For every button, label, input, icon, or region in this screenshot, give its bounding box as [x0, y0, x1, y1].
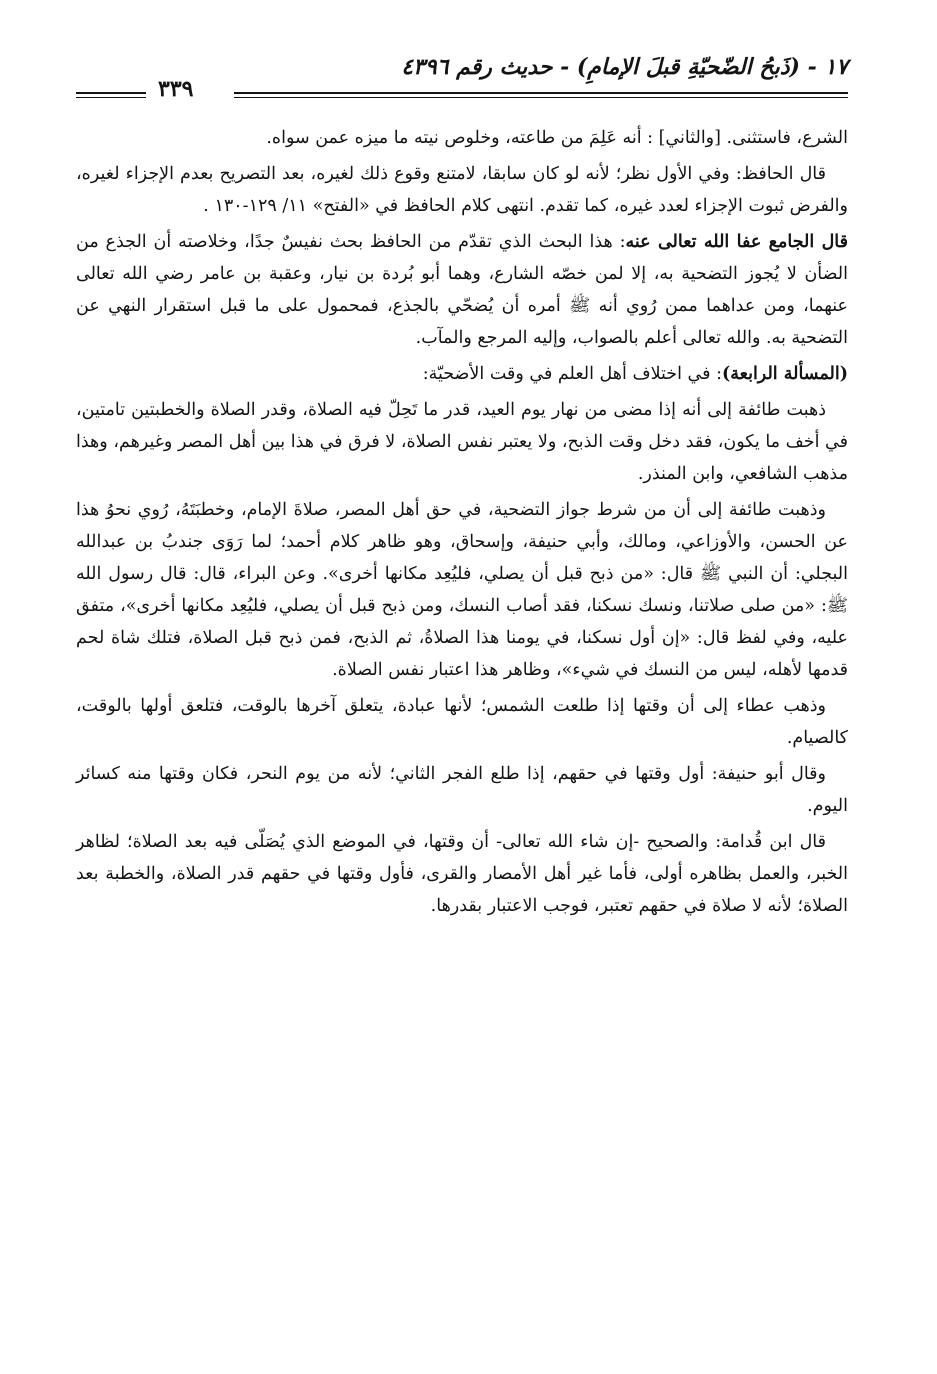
paragraph-1-text: الشرع، فاستثنى. [والثاني] : أنه عَلِمَ من طاعته، وخلوص نيته ما ميزه عمن سواه.	[266, 128, 848, 148]
paragraph-3-lead: قال الجامع عفا الله تعالى عنه	[625, 232, 848, 252]
page-header	[76, 48, 848, 108]
paragraph-4	[76, 358, 848, 390]
paragraph-1	[76, 122, 848, 154]
header-rule	[234, 92, 848, 98]
paragraph-2	[76, 158, 848, 222]
paragraph-6-text: وذهبت طائفة إلى أن من شرط جواز التضحية، في حق أهل المصر، صلاةَ الإمام، وخطبَتَهُ، رُوي نحوُ هذا عن الحسن، والأوزاعي، ومالك، وأبي حنيفة، وإسحاق، وهو ظاهر كلام أحمد؛ لما رَوَى جندبُ بن عبدالله البجلي: أن النبي ﷺ قال: «من ذبح قبل أن يصلي، فليُعِد مكانها أخرى». وعن البراء، قال: قال رسول الله ﷺ: «من صلى صلاتنا، ونسك نسكنا، فقد أصاب النسك، ومن ذبح قبل أن يصلي، فليُعِد مكانها أخرى»، متفق عليه، وفي لفظ قال: «إن أول نسكنا، في يومنا هذا الصلاةُ، ثم الذبح، فمن ذبح قبل الصلاة، فتلك شاة لحم قدمها لأهله، ليس من النسك في شيء»، وظاهر هذا اعتبار نفس الصلاة.	[76, 500, 848, 680]
paragraph-6	[76, 494, 848, 686]
paragraph-5-text: ذهبت طائفة إلى أنه إذا مضى من نهار يوم العيد، قدر ما تَحِلّ فيه الصلاة، وقدر الصلاة والخطبتين تامتين، في أخف ما يكون، فقد دخل وقت الذبح، ولا يعتبر نفس الصلاة، لا فرق في هذا بين أهل المصر وغيرهم، وهذا مذهب الشافعي، وابن المنذر.	[76, 400, 848, 484]
paragraph-8	[76, 758, 848, 822]
paragraph-7	[76, 690, 848, 754]
paragraph-3-text: : هذا البحث الذي تقدّم من الحافظ بحث نفيسٌ جدًا، وخلاصته أن الجذع من الضأن لا يُجوز التضحية به، إلا لمن خصّه الشارع، وهما أبو بُردة بن نيار، وعقبة بن عامر رضي الله تعالى عنهما، ومن عداهما ممن رُوي أنه ﷺ أمره أن يُضحّي بالجذع، فمحمول على ما قبل استقرار النهي عن التضحية به. والله تعالى أعلم بالصواب، وإليه المرجع والمآب.	[76, 232, 848, 348]
page-number-rule	[76, 92, 146, 98]
page-number: ٣٣٩	[158, 76, 194, 102]
paragraph-9	[76, 826, 848, 922]
paragraph-7-text: وذهب عطاء إلى أن وقتها إذا طلعت الشمس؛ لأنها عبادة، يتعلق آخرها بالوقت، فتلعق أولها بالوقت، كالصيام.	[76, 696, 848, 748]
paragraph-9-text: قال ابن قُدامة: والصحيح -إن شاء الله تعالى- أن وقتها، في الموضع الذي يُصَلّى فيه بعد الصلاة؛ لظاهر الخبر، والعمل بظاهره أولى، فأما غير أهل الأمصار والقرى، فأول وقتها في حقهم قدر الصلاة، والخطبة بعد الصلاة؛ لأنه لا صلاة في حقهم تعتبر، فوجب الاعتبار بقدرها.	[76, 832, 848, 916]
paragraph-4-text: : في اختلاف أهل العلم في وقت الأضحيّة:	[422, 364, 722, 384]
running-title: ١٧ - (ذَبحُ الضّحيّةِ قبلَ الإمامِ) - حديث رقم ٤٣٩٦	[401, 54, 848, 80]
paragraph-4-lead: (المسألة الرابعة)	[721, 364, 848, 384]
book-page	[76, 48, 848, 1338]
paragraph-8-text: وقال أبو حنيفة: أول وقتها في حقهم، إذا طلع الفجر الثاني؛ لأنه من يوم النحر، فكان وقتها منه كسائر اليوم.	[76, 764, 848, 816]
paragraph-3	[76, 226, 848, 354]
paragraph-2-text: قال الحافظ: وفي الأول نظر؛ لأنه لو كان سابقا، لامتنع وقوع ذلك لغيره، بعد التصريح بعدم الإجزاء لغيره، والفرض ثبوت الإجزاء لعدد غيره، كما تقدم. انتهى كلام الحافظ في «الفتح» ١١/ ١٢٩-١٣٠ .	[76, 164, 848, 216]
paragraph-5	[76, 394, 848, 490]
page-body	[76, 122, 848, 926]
